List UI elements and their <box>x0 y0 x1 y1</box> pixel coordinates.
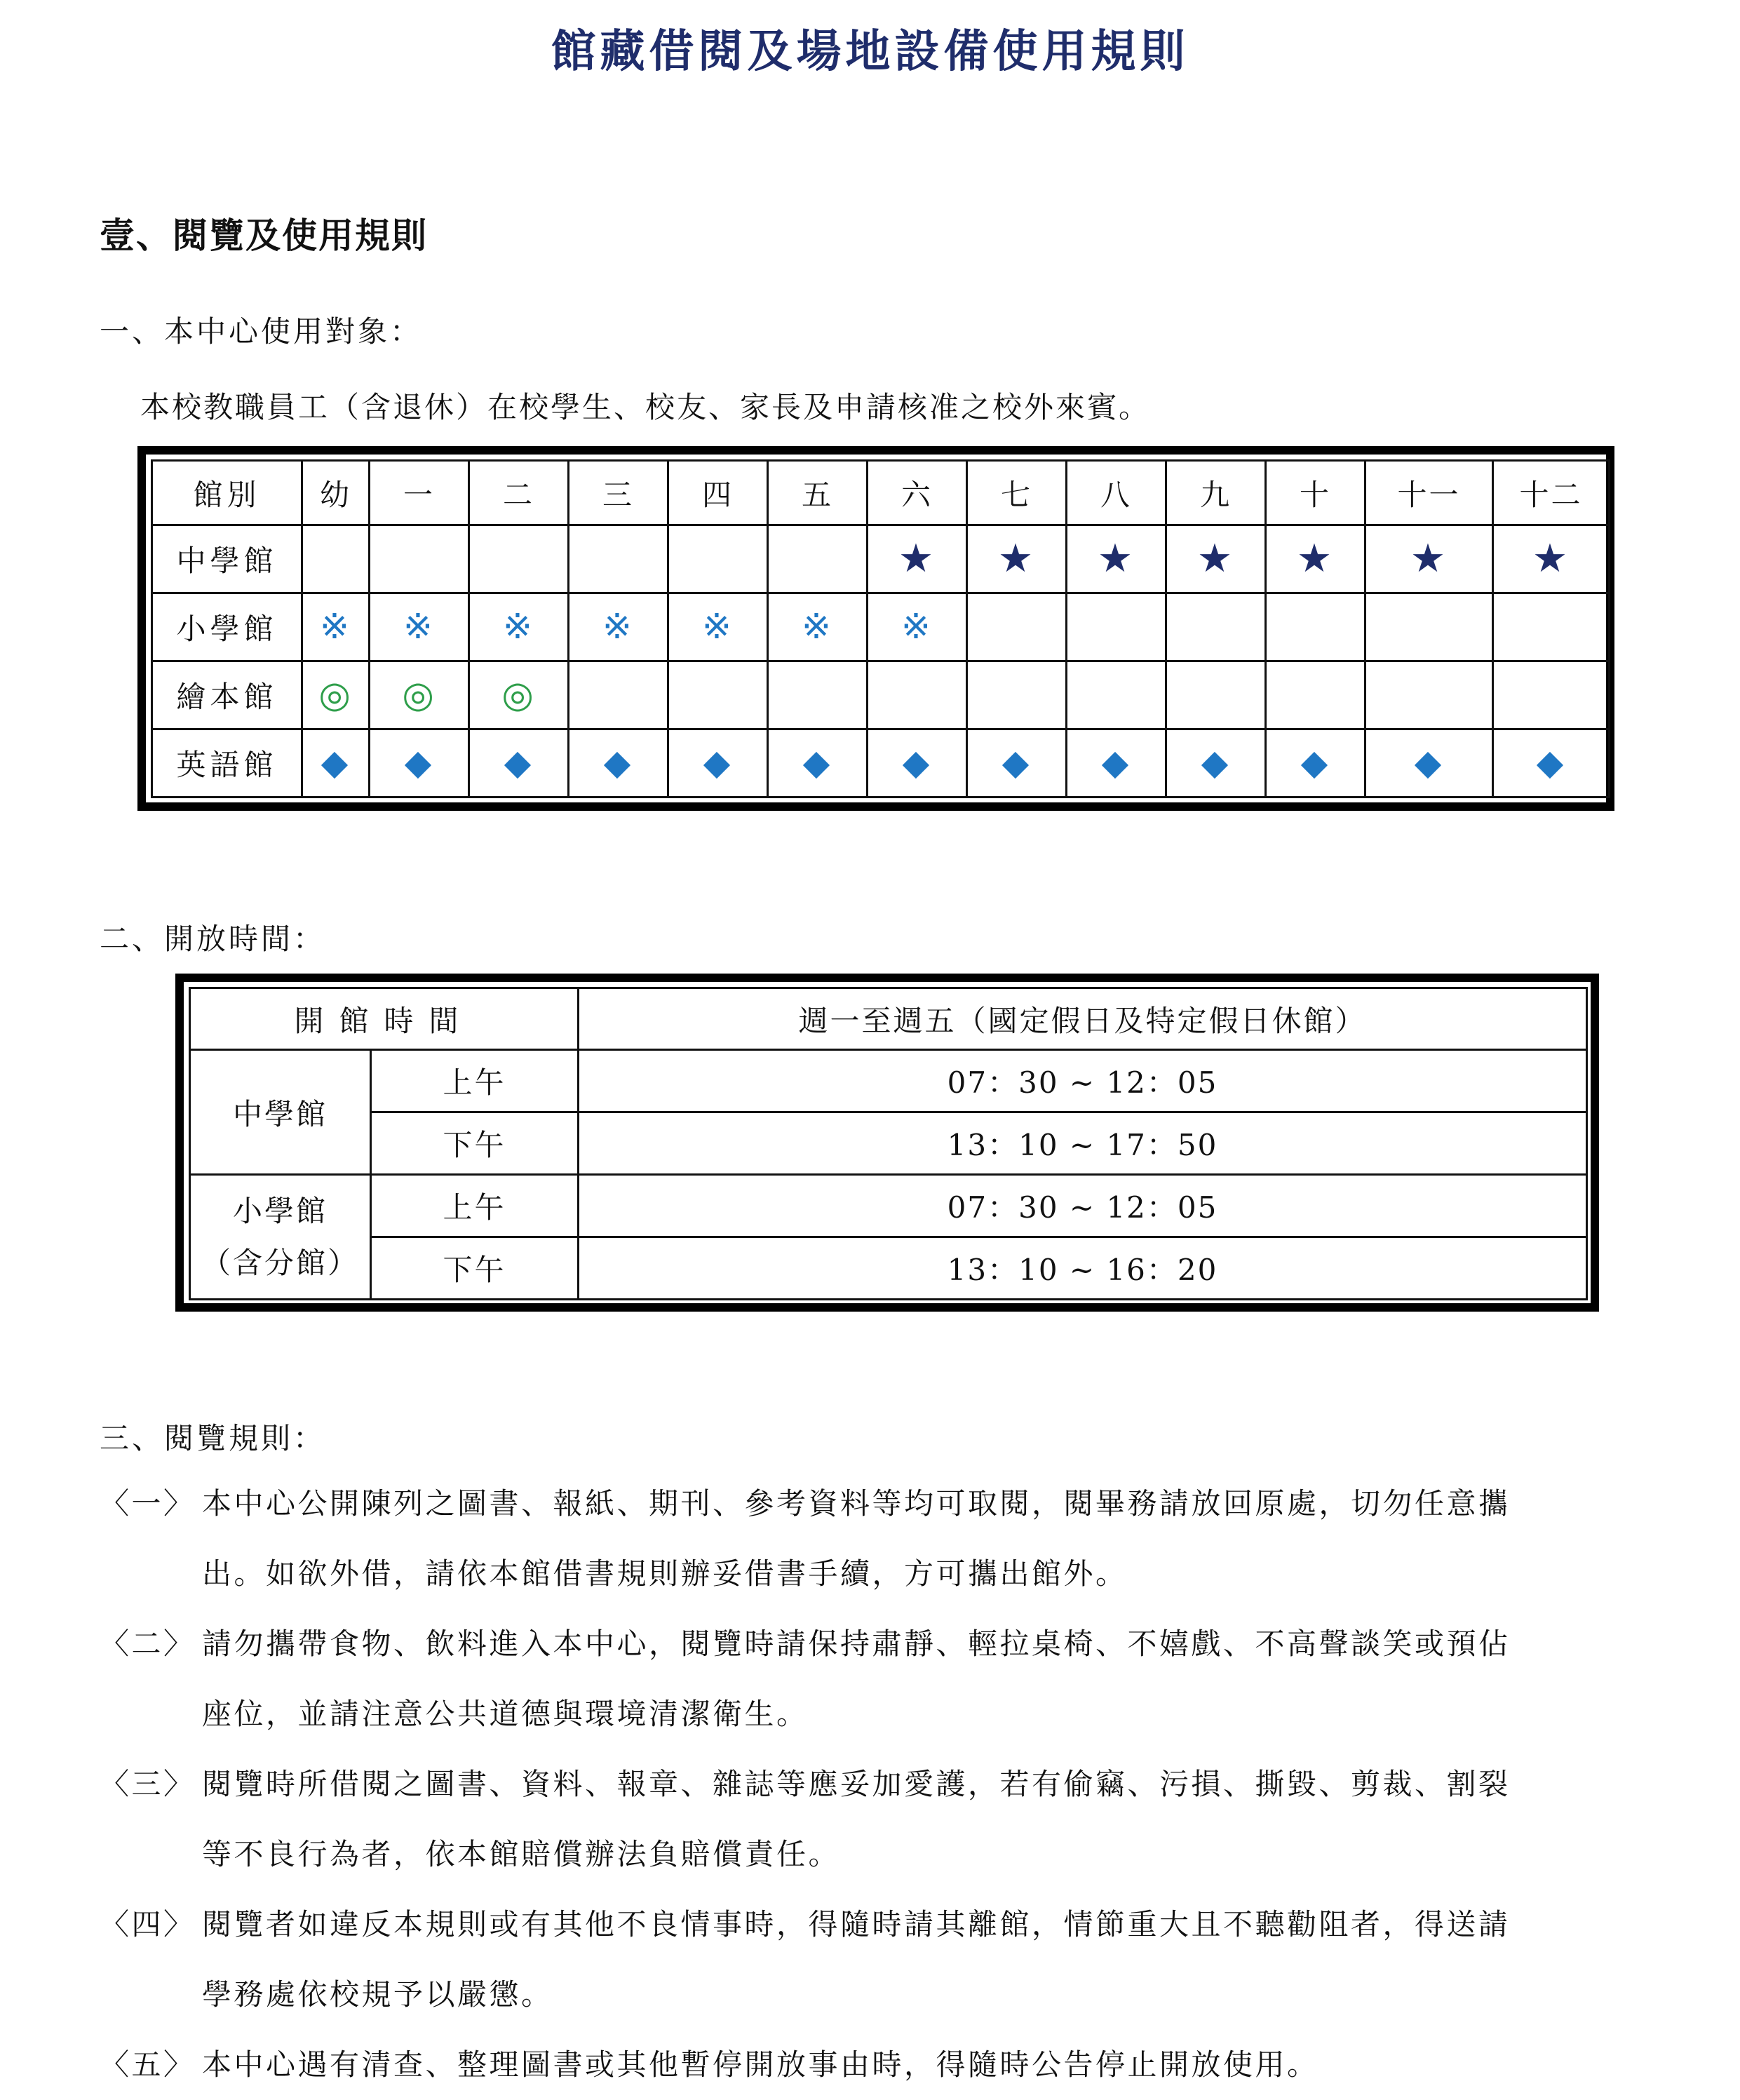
header-grade: 幼 <box>302 461 370 525</box>
diamond-icon: ◆ <box>504 742 534 783</box>
circle-icon: ◎ <box>501 673 536 716</box>
star-icon: ★ <box>1196 536 1235 581</box>
grade-cell <box>469 729 569 797</box>
grade-cell <box>569 729 668 797</box>
opening-hours-table <box>189 987 1588 1300</box>
grade-cell <box>1067 525 1166 593</box>
grade-cell <box>1365 593 1493 661</box>
rule-line1: 閱覽者如違反本規則或有其他不良情事時，得隨時請其離館，情節重大且不聽勸阻者，得送請 <box>202 1907 1511 1941</box>
table-row <box>152 525 1610 593</box>
grade-cell <box>967 525 1067 593</box>
grade-cell <box>469 593 569 661</box>
star-icon: ★ <box>997 536 1036 581</box>
grade-cell <box>868 729 967 797</box>
diamond-icon: ◆ <box>1300 742 1330 783</box>
hours-period: 下午 <box>371 1237 579 1300</box>
diamond-icon: ◆ <box>1001 742 1032 783</box>
rule-line1: 閱覽時所借閱之圖書、資料、報章、雜誌等應妥加愛護，若有偷竊、污損、撕毀、剪裁、割裂 <box>202 1767 1511 1801</box>
diamond-icon: ◆ <box>1101 742 1131 783</box>
header-grade: 四 <box>668 461 768 525</box>
opening-hours-table-frame <box>175 974 1599 1312</box>
header-grade: 十 <box>1266 461 1365 525</box>
grade-cell <box>1067 593 1166 661</box>
grade-cell <box>1067 661 1166 729</box>
diamond-icon: ◆ <box>703 742 733 783</box>
table-row <box>152 593 1610 661</box>
rule-number: 〈二〉 <box>100 1627 196 1661</box>
rule-number: 〈一〉 <box>100 1486 196 1521</box>
grade-cell <box>967 729 1067 797</box>
reference-icon: ※ <box>503 606 534 647</box>
grade-cell <box>668 729 768 797</box>
diamond-icon: ◆ <box>902 742 932 783</box>
grade-cell <box>668 593 768 661</box>
diamond-icon: ◆ <box>1201 742 1231 783</box>
grade-cell <box>967 661 1067 729</box>
reference-icon: ※ <box>802 606 833 647</box>
grade-cell <box>768 729 868 797</box>
library-grade-table <box>151 459 1610 798</box>
section-heading: 壹、閱覽及使用規則 <box>100 215 428 256</box>
rule-line1: 請勿攜帶食物、飲料進入本中心，閱覽時請保持肅靜、輕拉桌椅、不嬉戲、不高聲談笑或預佔 <box>202 1627 1511 1661</box>
circle-icon: ◎ <box>402 673 436 716</box>
grade-cell <box>469 661 569 729</box>
grade-cell <box>1067 729 1166 797</box>
grade-cell <box>668 661 768 729</box>
grade-cell <box>1365 661 1493 729</box>
diamond-icon: ◆ <box>603 742 633 783</box>
diamond-icon: ◆ <box>802 742 832 783</box>
grade-cell <box>1365 729 1493 797</box>
grade-cell <box>370 525 469 593</box>
hours-period: 上午 <box>371 1175 579 1237</box>
header-grade: 三 <box>569 461 668 525</box>
rule-line2: 等不良行為者，依本館賠償辦法負賠償責任。 <box>202 1837 841 1871</box>
rule-line2: 學務處依校規予以嚴懲。 <box>202 1977 553 2012</box>
grade-cell <box>569 661 668 729</box>
grade-cell <box>1266 729 1365 797</box>
grade-cell <box>469 525 569 593</box>
row-library-name: 英語館 <box>152 729 302 797</box>
grade-cell <box>668 525 768 593</box>
star-icon: ★ <box>1410 536 1448 581</box>
reference-icon: ※ <box>602 606 634 647</box>
hours-time: 13：10 ~ 16：20 <box>579 1237 1587 1300</box>
grade-cell <box>302 525 370 593</box>
grade-cell <box>1266 661 1365 729</box>
grade-cell <box>768 661 868 729</box>
grade-cell <box>768 525 868 593</box>
library-name-line1: 中學館 <box>232 1096 328 1131</box>
header-grade: 六 <box>868 461 967 525</box>
grade-cell <box>768 593 868 661</box>
hours-time: 13：10 ~ 17：50 <box>579 1112 1587 1175</box>
hours-time: 07：30 ~ 12：05 <box>579 1050 1587 1112</box>
library-grade-table-frame <box>137 446 1614 811</box>
table-row <box>152 661 1610 729</box>
diamond-icon: ◆ <box>321 742 351 783</box>
reference-icon: ※ <box>901 606 933 647</box>
rule-line2: 座位，並請注意公共道德與環境清潔衛生。 <box>202 1697 809 1731</box>
diamond-icon: ◆ <box>1414 742 1444 783</box>
grade-cell <box>302 729 370 797</box>
header-grade: 九 <box>1166 461 1266 525</box>
grade-cell <box>1493 661 1610 729</box>
page-title: 館藏借閱及場地設備使用規則 <box>551 25 1189 78</box>
rule-number: 〈四〉 <box>100 1907 196 1941</box>
grade-cell <box>1166 593 1266 661</box>
circle-icon: ◎ <box>318 673 353 716</box>
hours-period: 下午 <box>371 1112 579 1175</box>
grade-cell <box>1166 525 1266 593</box>
rule-line1: 本中心公開陳列之圖書、報紙、期刊、參考資料等均可取閱，閱畢務請放回原處，切勿任意攜 <box>202 1486 1511 1521</box>
header-grade: 七 <box>967 461 1067 525</box>
hours-time: 07：30 ~ 12：05 <box>579 1175 1587 1237</box>
header-grade: 十二 <box>1493 461 1610 525</box>
header-library: 館別 <box>152 461 302 525</box>
library-name-line1: 小學館 <box>232 1193 328 1228</box>
table-header-row <box>152 461 1610 525</box>
reference-icon: ※ <box>403 606 435 647</box>
header-grade: 二 <box>469 461 569 525</box>
grade-cell <box>302 593 370 661</box>
item2-label: 二、開放時間： <box>100 922 326 956</box>
grade-cell <box>370 661 469 729</box>
item3-label: 三、閱覽規則： <box>100 1421 326 1455</box>
grade-cell <box>868 593 967 661</box>
grade-cell <box>967 593 1067 661</box>
item1-text: 本校教職員工（含退休）在校學生、校友、家長及申請核准之校外來賓。 <box>140 390 1151 424</box>
reference-icon: ※ <box>702 606 734 647</box>
grade-cell <box>868 661 967 729</box>
library-name-line2: （含分館） <box>201 1245 359 1280</box>
table-row <box>152 729 1610 797</box>
star-icon: ★ <box>1296 536 1335 581</box>
hours-library-name <box>190 1175 371 1300</box>
grade-cell <box>370 729 469 797</box>
hours-period: 上午 <box>371 1050 579 1112</box>
row-library-name: 中學館 <box>152 525 302 593</box>
grade-cell <box>868 525 967 593</box>
grade-cell <box>569 525 668 593</box>
diamond-icon: ◆ <box>1536 742 1566 783</box>
hours-library-name <box>190 1050 371 1175</box>
grade-cell <box>1365 525 1493 593</box>
rule-number: 〈三〉 <box>100 1767 196 1801</box>
grade-cell <box>1493 729 1610 797</box>
grade-cell <box>302 661 370 729</box>
grade-cell <box>1493 525 1610 593</box>
grade-cell <box>1266 593 1365 661</box>
grade-cell <box>569 593 668 661</box>
grade-cell <box>1166 729 1266 797</box>
rule-line2: 出。如欲外借，請依本館借書規則辦妥借書手續，方可攜出館外。 <box>202 1556 1128 1591</box>
star-icon: ★ <box>1532 536 1570 581</box>
rule-line1: 本中心遇有清查、整理圖書或其他暫停開放事由時，得隨時公告停止開放使用。 <box>202 2047 1319 2082</box>
star-icon: ★ <box>1097 536 1135 581</box>
header-grade: 十一 <box>1365 461 1493 525</box>
header-grade: 五 <box>768 461 868 525</box>
star-icon: ★ <box>898 536 936 581</box>
header-grade: 一 <box>370 461 469 525</box>
item1-label: 一、本中心使用對象： <box>100 314 423 349</box>
rule-number: 〈五〉 <box>100 2047 196 2082</box>
grade-cell <box>1493 593 1610 661</box>
diamond-icon: ◆ <box>404 742 434 783</box>
grade-cell <box>1266 525 1365 593</box>
hours-header-left: 開館時間 <box>190 988 579 1050</box>
hours-header-right: 週一至週五（國定假日及特定假日休館） <box>579 988 1587 1050</box>
grade-cell <box>1166 661 1266 729</box>
grade-cell <box>370 593 469 661</box>
row-library-name: 繪本館 <box>152 661 302 729</box>
reference-icon: ※ <box>320 606 351 647</box>
header-grade: 八 <box>1067 461 1166 525</box>
row-library-name: 小學館 <box>152 593 302 661</box>
